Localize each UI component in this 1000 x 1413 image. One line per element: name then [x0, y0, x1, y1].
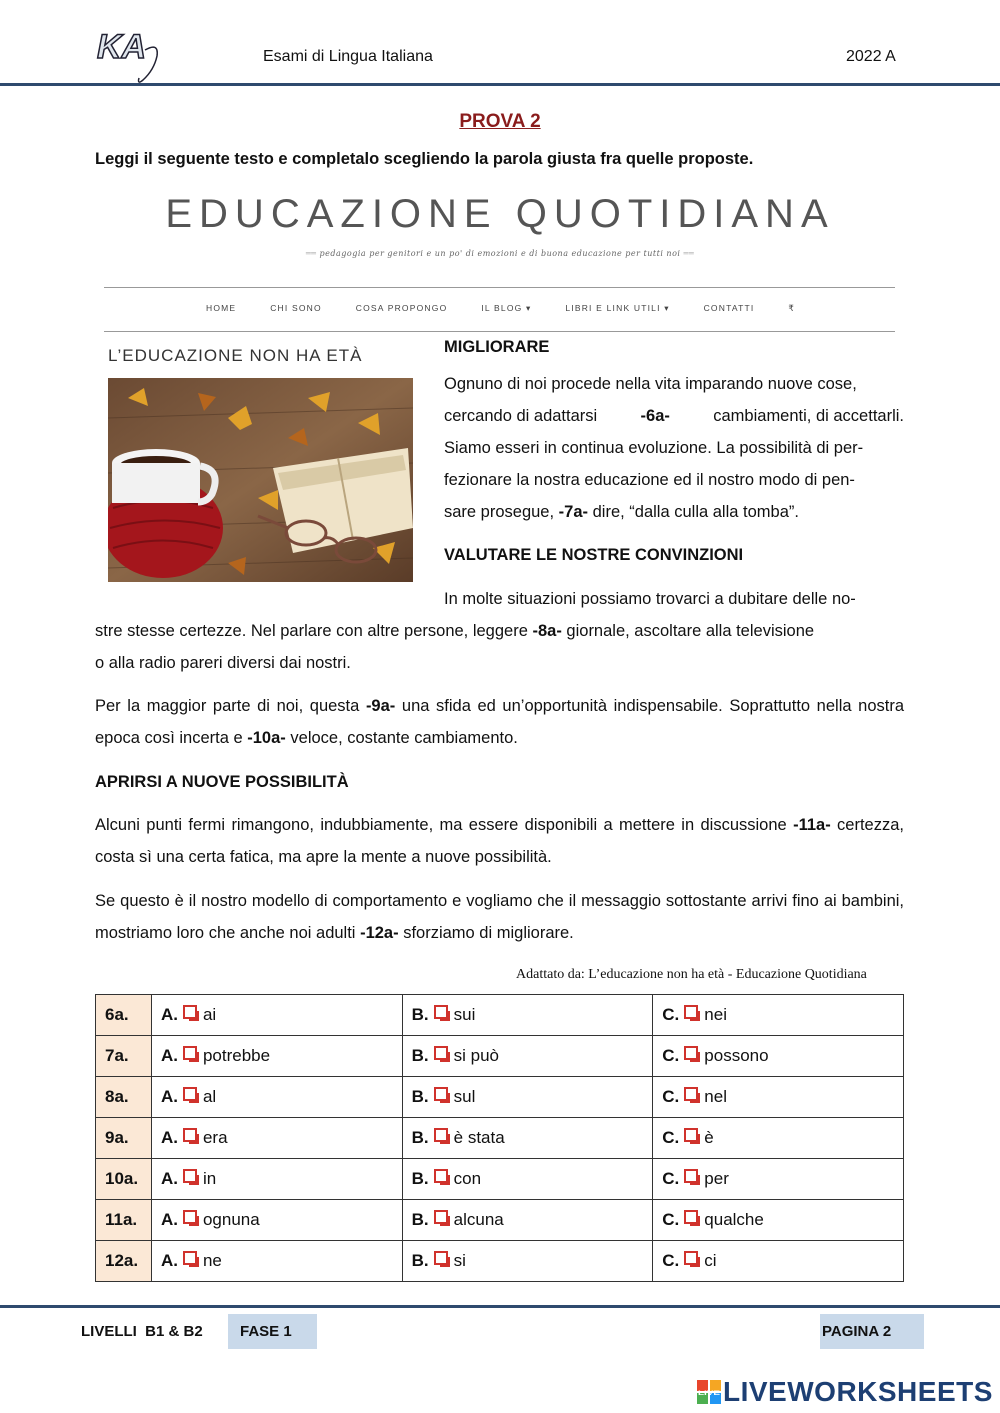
answer-row [96, 1200, 904, 1241]
option-c[interactable] [653, 1200, 904, 1241]
option-a[interactable] [151, 1077, 402, 1118]
header-divider [0, 83, 1000, 86]
checkbox-icon[interactable] [684, 1005, 698, 1019]
option-letter: B. [411, 1251, 429, 1270]
paragraph-migliorare [444, 368, 904, 528]
section-title-aprirsi: APRIRSI A NUOVE POSSIBILITÀ [95, 773, 349, 791]
checkbox-icon[interactable] [684, 1251, 698, 1265]
checkbox-icon[interactable] [684, 1128, 698, 1142]
gap-11a: -11a- [793, 816, 831, 834]
option-b[interactable] [402, 1241, 653, 1282]
nav-item-blog: IL BLOG ▾ [481, 303, 532, 313]
paragraph-sfida: Per la maggior parte di noi, questa -9a- una sfida ed un’opportunità indispensabile. Soprattutto nella nostra epoca così incerta e -10a- veloce, costante cambiamento. [95, 697, 904, 747]
option-a[interactable] [151, 1241, 402, 1282]
nav-item-chi-sono: CHI SONO [270, 303, 322, 313]
text-line: cercando di adattarsi -6a- cambiamenti, di accettarli. [444, 400, 904, 432]
text-line: Siamo esseri in continua evoluzione. La possibilità di per- [444, 439, 864, 457]
option-a[interactable] [151, 1200, 402, 1241]
option-text: ci [704, 1251, 717, 1270]
option-a[interactable] [151, 1118, 402, 1159]
levels-label: LIVELLI B1 & B2 [81, 1323, 203, 1340]
option-letter: C. [662, 1087, 680, 1106]
option-c[interactable] [653, 1241, 904, 1282]
text-line: Ognuno di noi procede nella vita imparando nuove cose, [444, 375, 857, 393]
gap-12a: -12a- [360, 924, 399, 942]
option-c[interactable] [653, 1077, 904, 1118]
answer-row [96, 995, 904, 1036]
nav-item-home: HOME [206, 303, 237, 313]
option-text: è stata [453, 1128, 505, 1147]
option-text: in [202, 1169, 217, 1188]
option-text: ne [202, 1251, 222, 1270]
option-a[interactable] [151, 1159, 402, 1200]
checkbox-icon[interactable] [434, 1128, 448, 1142]
option-text: nel [704, 1087, 727, 1106]
checkbox-icon[interactable] [183, 1046, 197, 1060]
blog-nav [104, 303, 895, 314]
option-text: alcuna [453, 1210, 504, 1229]
option-text: si [453, 1251, 466, 1270]
instructions: Leggi il seguente testo e completalo scegliendo la parola giusta fra quelle proposte. [95, 150, 754, 168]
option-letter: C. [662, 1128, 680, 1147]
question-number: 7a. [96, 1036, 152, 1077]
option-letter: C. [662, 1251, 680, 1270]
checkbox-icon[interactable] [434, 1251, 448, 1265]
option-letter: B. [411, 1128, 429, 1147]
option-text: era [202, 1128, 228, 1147]
question-number: 6a. [96, 995, 152, 1036]
section-title-valutare: VALUTARE LE NOSTRE CONVINZIONI [444, 546, 744, 564]
text-line: stre stesse certezze. Nel parlare con altre persone, leggere -8a- giornale, ascoltare alla televisione [95, 622, 815, 640]
answer-row [96, 1036, 904, 1077]
nav-item-libri: LIBRI E LINK UTILI ▾ [565, 303, 670, 313]
option-a[interactable] [151, 995, 402, 1036]
option-b[interactable] [402, 1118, 653, 1159]
question-number: 11a. [96, 1200, 152, 1241]
option-letter: C. [662, 1169, 680, 1188]
answer-row [96, 1118, 904, 1159]
paragraph-aprirsi: Alcuni punti fermi rimangono, indubbiamente, ma essere disponibili a mettere in discussione -11a- certezza, costa sì una certa fatica, ma apre la mente a nuove possibilità. [95, 816, 904, 866]
option-b[interactable] [402, 1159, 653, 1200]
text-line: fezionare la nostra educazione ed il nostro modo di pen- [444, 471, 855, 489]
option-text: nei [704, 1005, 727, 1024]
svg-text:KA: KA [97, 28, 147, 66]
option-text: ognuna [202, 1210, 260, 1229]
autumn-coffee-book-photo [108, 378, 413, 582]
section-title-migliorare: MIGLIORARE [444, 338, 550, 356]
checkbox-icon[interactable] [183, 1169, 197, 1183]
question-number: 10a. [96, 1159, 152, 1200]
checkbox-icon[interactable] [183, 1128, 197, 1142]
option-letter: A. [160, 1251, 178, 1270]
exam-title: Esami di Lingua Italiana [263, 48, 433, 65]
question-number: 12a. [96, 1241, 152, 1282]
gap-8a: -8a- [532, 622, 562, 640]
option-letter: A. [160, 1169, 178, 1188]
option-text: qualche [704, 1210, 764, 1229]
option-letter: A. [160, 1210, 178, 1229]
liveworksheets-logo-icon [697, 1380, 721, 1404]
option-text: per [704, 1169, 729, 1188]
option-letter: A. [160, 1128, 178, 1147]
option-text: è [704, 1128, 714, 1147]
option-text: ai [202, 1005, 217, 1024]
option-b[interactable] [402, 995, 653, 1036]
nav-item-symbol: ₹ [788, 303, 795, 313]
option-letter: B. [411, 1210, 429, 1229]
checkbox-icon[interactable] [434, 1046, 448, 1060]
footer-divider [0, 1305, 1000, 1308]
option-text: sui [453, 1005, 476, 1024]
checkbox-icon[interactable] [684, 1087, 698, 1101]
checkbox-icon[interactable] [183, 1005, 197, 1019]
source-credit: Adattato da: L’educazione non ha età - Educazione Quotidiana [516, 967, 867, 982]
gap-7a: -7a- [558, 503, 589, 521]
phase-badge: FASE 1 [228, 1314, 317, 1349]
page-number-badge: PAGINA 2 [820, 1314, 924, 1349]
article-title: L’EDUCAZIONE NON HA ETÀ [108, 346, 363, 365]
option-c[interactable] [653, 1118, 904, 1159]
checkbox-icon[interactable] [684, 1046, 698, 1060]
option-text: al [202, 1087, 217, 1106]
checkbox-icon[interactable] [684, 1169, 698, 1183]
option-letter: C. [662, 1005, 680, 1024]
option-b[interactable] [402, 1036, 653, 1077]
blog-name: EDUCAZIONE QUOTIDIANA [165, 192, 835, 236]
text-line: o alla radio pareri diversi dai nostri. [95, 654, 351, 672]
checkbox-icon[interactable] [434, 1005, 448, 1019]
answer-table [95, 994, 904, 1282]
option-text: con [453, 1169, 482, 1188]
page-title: PROVA 2 [459, 111, 541, 132]
answer-row [96, 1241, 904, 1282]
answer-row [96, 1077, 904, 1118]
option-c[interactable] [653, 1036, 904, 1077]
option-letter: A. [160, 1087, 178, 1106]
blog-tagline: ══ pedagogia per genitori e un po' di emozioni e di buona educazione per tutti noi ══ [305, 249, 695, 258]
exam-year: 2022 A [846, 48, 896, 65]
nav-bottom-line [104, 331, 895, 332]
checkbox-icon[interactable] [684, 1210, 698, 1224]
option-letter: B. [411, 1169, 429, 1188]
checkbox-icon[interactable] [183, 1210, 197, 1224]
option-letter: C. [662, 1210, 680, 1229]
option-c[interactable] [653, 1159, 904, 1200]
option-letter: A. [160, 1005, 178, 1024]
option-letter: A. [160, 1046, 178, 1065]
option-a[interactable] [151, 1036, 402, 1077]
checkbox-icon[interactable] [183, 1087, 197, 1101]
checkbox-icon[interactable] [434, 1210, 448, 1224]
option-c[interactable] [653, 995, 904, 1036]
gap-6a: -6a- [640, 407, 670, 425]
gap-9a: -9a- [365, 697, 396, 715]
svg-text:LIVE: LIVE [698, 1391, 720, 1397]
liveworksheets-watermark: LIVEWORKSHEETS [723, 1376, 993, 1407]
option-text: si può [453, 1046, 500, 1065]
option-letter: B. [411, 1046, 429, 1065]
checkbox-icon[interactable] [183, 1251, 197, 1265]
checkbox-icon[interactable] [434, 1169, 448, 1183]
paragraph-modello: Se questo è il nostro modello di comportamento e vogliamo che il messaggio sottostante arrivi fino ai bambini, mostriamo loro che anche noi adulti -12a- sforziamo di migliorare. [95, 892, 904, 942]
option-b[interactable] [402, 1077, 653, 1118]
publisher-logo [95, 28, 175, 86]
nav-top-line [104, 287, 895, 288]
nav-item-contatti: CONTATTI [703, 303, 755, 313]
text-line: In molte situazioni possiamo trovarci a dubitare delle no- [444, 590, 856, 608]
text-line: sare prosegue, -7a- dire, “dalla culla alla tomba”. [444, 503, 799, 521]
nav-item-cosa-propongo: COSA PROPONGO [355, 303, 448, 313]
option-b[interactable] [402, 1200, 653, 1241]
answer-row [96, 1159, 904, 1200]
option-letter: B. [411, 1005, 429, 1024]
option-text: potrebbe [202, 1046, 271, 1065]
question-number: 8a. [96, 1077, 152, 1118]
gap-10a: -10a- [247, 729, 286, 747]
option-text: sul [453, 1087, 476, 1106]
question-number: 9a. [96, 1118, 152, 1159]
option-letter: C. [662, 1046, 680, 1065]
option-letter: B. [411, 1087, 429, 1106]
option-text: possono [704, 1046, 769, 1065]
checkbox-icon[interactable] [434, 1087, 448, 1101]
paragraph-valutare [95, 615, 904, 679]
